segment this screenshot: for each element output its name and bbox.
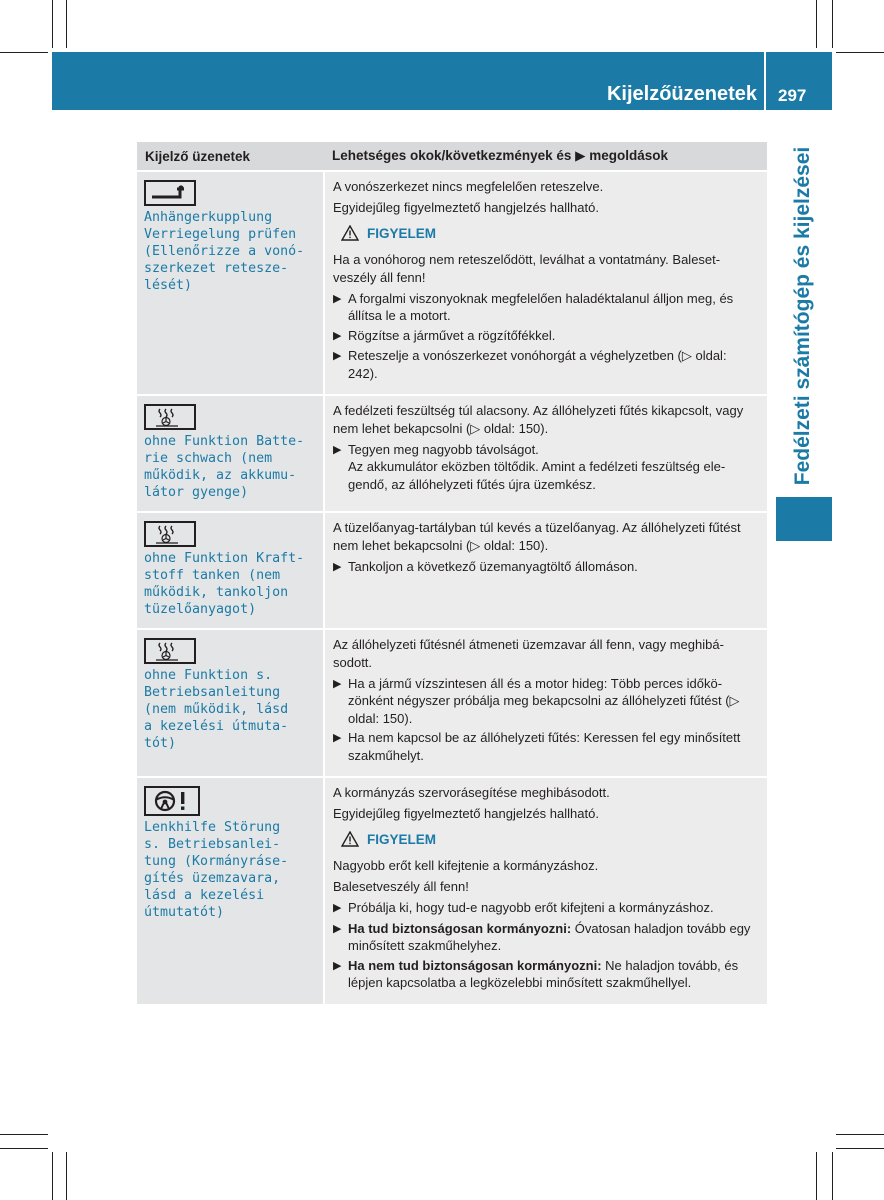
cause-text: A tüzelőanyag-tartályban túl kevés a tüzelőanyag. Az állóhelyzeti fűtést nem lehet bekapcsolni (▷ oldal: 150).	[333, 520, 741, 553]
step-text: Tankoljon a következő üzemanyagtöltő állomáson.	[348, 558, 638, 574]
table-row	[137, 629, 767, 777]
crop-mark	[0, 1134, 48, 1135]
step-text: Próbálja ki, hogy tud-e nagyobb erőt kifejteni a kormányzáshoz.	[348, 900, 714, 915]
crop-mark	[0, 1148, 48, 1149]
action-step	[333, 327, 759, 346]
display-message-text: ohne Funktion Batte- rie schwach (nem működik, az akkumu- látor gyenge)	[144, 434, 305, 500]
step-text: Ha nem kapcsol be az állóhelyzeti fűtés: Keressen fel egy minősített szakműhelyt.	[348, 730, 741, 763]
cause-text: A vonószerkezet nincs megfelelően reteszelve.	[333, 179, 604, 194]
display-messages-table	[137, 142, 767, 1006]
column-header-causes: Lehetséges okok/következmények és ▶ megoldások	[324, 142, 767, 171]
message-cell	[137, 395, 324, 512]
step-arrow-icon: ▶	[333, 443, 342, 456]
page-title: Kijelzőüzenetek	[606, 83, 757, 105]
step-arrow-icon: ▶	[333, 329, 342, 342]
warning-text: Nagyobb erőt kell kifejtenie a kormányzáshoz.	[333, 858, 599, 873]
step-condition: Ha nem tud biztonságosan kormányozni:	[348, 957, 602, 973]
chapter-tab-marker	[776, 497, 832, 541]
crop-mark	[832, 0, 833, 48]
step-text: Rögzítse a járművet a rögzítőfékkel.	[348, 327, 556, 343]
step-arrow-icon: ▶	[333, 959, 342, 972]
step-text: Tegyen meg nagyobb távolságot. Az akkumulátor eközben töltődik. Amint a fedélzeti feszültség ele-gendő, az állóhelyzeti fűtés újra üzemkész.	[348, 441, 726, 492]
step-arrow-icon: ▶	[333, 902, 342, 914]
display-message-text: ohne Funktion s. Betriebsanleitung (nem működik, lásd a kezelési útmuta- tót)	[144, 668, 289, 751]
auxiliary-heating-icon	[144, 638, 196, 664]
causes-cell	[324, 395, 767, 512]
step-arrow-icon: ▶	[333, 560, 342, 573]
step-instruction: Óvatosan haladjon tovább egy minősített szakműhelyhez.	[348, 920, 751, 953]
cause-text: Egyidejűleg figyelmeztető hangjelzés hallható.	[333, 200, 599, 215]
action-step	[333, 957, 759, 992]
cause-text: Egyidejűleg figyelmeztető hangjelzés hallható.	[333, 806, 599, 821]
warning-label: FIGYELEM	[367, 831, 437, 847]
causes-cell	[324, 629, 767, 777]
warning-triangle-icon	[341, 225, 359, 241]
step-text: Ha a jármű vízszintesen áll és a motor hideg: Több perces időkö-zönként négyszer próbálja meg bekapcsolni az állóhelyzeti fűtést (▷ oldal: 150).	[348, 675, 740, 726]
warning-text: Ha a vonóhorog nem reteszelődött, leválhat a vontatmány. Baleset-veszély áll fenn!	[333, 252, 721, 285]
causes-cell	[324, 171, 767, 395]
crop-mark	[66, 1152, 67, 1200]
crop-mark	[836, 52, 884, 53]
crop-mark	[0, 52, 48, 53]
action-step	[333, 347, 759, 382]
action-step	[333, 899, 759, 918]
chapter-side-title: Fedélzeti számítógép és kijelzései	[791, 146, 814, 486]
warning-heading	[341, 225, 759, 243]
cause-text: A kormányzás szervorásegítése meghibásodott.	[333, 785, 610, 800]
crop-mark	[816, 1152, 817, 1200]
auxiliary-heating-icon	[144, 404, 196, 430]
action-step	[333, 675, 759, 728]
action-step	[333, 441, 759, 494]
cause-text: Az állóhelyzeti fűtésnél átmeneti üzemzavar áll fenn, vagy meghibá-sodott.	[333, 637, 724, 670]
step-text	[348, 957, 759, 992]
display-message-text: Lenkhilfe Störung s. Betriebsanlei- tung (Kormányráse- gítés üzemzavara, lásd a kezelési útmutatót)	[144, 820, 289, 920]
crop-mark	[836, 1134, 884, 1135]
crop-mark	[66, 0, 67, 48]
message-cell	[137, 629, 324, 777]
step-arrow-icon: ▶	[333, 677, 342, 690]
crop-mark	[836, 1148, 884, 1149]
step-arrow-icon: ▶	[333, 350, 342, 362]
column-header-messages: Kijelző üzenetek	[137, 142, 324, 171]
steering-wheel-warning-icon	[144, 786, 200, 816]
table-row	[137, 395, 767, 512]
table-row	[137, 777, 767, 1005]
crop-mark	[832, 1152, 833, 1200]
step-text: Reteszelje a vonószerkezet vonóhorgát a véghelyzetben (▷ oldal: 242).	[348, 348, 727, 381]
causes-cell	[324, 777, 767, 1005]
step-arrow-icon: ▶	[333, 732, 342, 744]
action-step	[333, 290, 759, 325]
step-text	[348, 920, 759, 955]
step-condition: Ha tud biztonságosan kormányozni:	[348, 920, 572, 936]
table-row	[137, 171, 767, 395]
display-message-text: Anhängerkupplung Verriegelung prüfen (Ellenőrizze a vonó- szerkezet retesze- lését)	[144, 210, 305, 293]
step-arrow-icon: ▶	[333, 922, 342, 935]
page-number: 297	[778, 86, 807, 105]
warning-text: Balesetveszély áll fenn!	[333, 879, 469, 894]
display-message-text: ohne Funktion Kraft- stoff tanken (nem működik, tankoljon tüzelőanyagot)	[144, 551, 305, 617]
cause-text: A fedélzeti feszültség túl alacsony. Az állóhelyzeti fűtés kikapcsolt, vagy nem lehet bekapcsolni (▷ oldal: 150).	[333, 403, 744, 436]
action-step	[333, 558, 759, 577]
trailer-hitch-icon	[144, 180, 196, 206]
action-step	[333, 920, 759, 955]
action-step	[333, 729, 759, 764]
causes-cell	[324, 512, 767, 629]
step-instruction: Ne haladjon tovább, és lépjen kapcsolatba a legközelebbi minősített szakműhellyel.	[348, 957, 739, 990]
step-text: A forgalmi viszonyoknak megfelelően haladéktalanul álljon meg, és állítsa le a motort.	[348, 290, 734, 323]
warning-label: FIGYELEM	[367, 225, 437, 241]
table-row	[137, 512, 767, 629]
table-header-row	[137, 142, 767, 171]
message-cell	[137, 512, 324, 629]
auxiliary-heating-icon	[144, 521, 196, 547]
warning-triangle-icon	[341, 831, 359, 847]
header-divider	[764, 52, 766, 110]
warning-heading	[341, 831, 759, 849]
step-arrow-icon: ▶	[333, 292, 342, 305]
crop-mark	[52, 1152, 53, 1200]
crop-mark	[816, 0, 817, 48]
crop-mark	[52, 0, 53, 48]
message-cell	[137, 171, 324, 395]
message-cell	[137, 777, 324, 1005]
